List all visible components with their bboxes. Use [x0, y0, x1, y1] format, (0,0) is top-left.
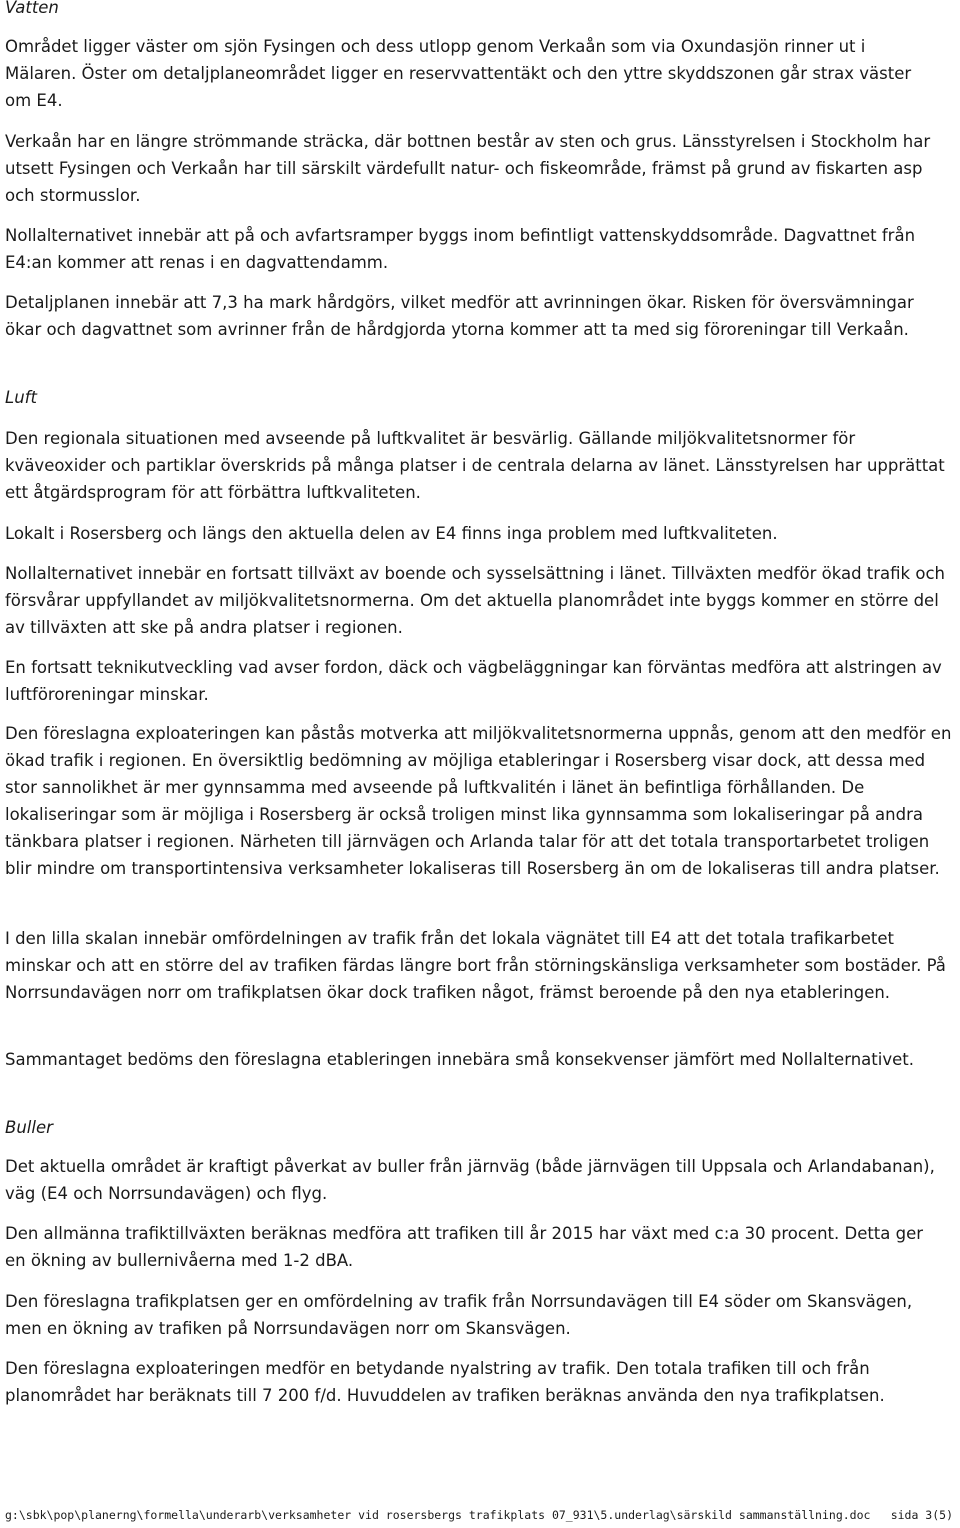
buller-paragraph-3: Den föreslagna trafikplatsen ger en omfördelning av trafik från Norrsundavägen till E4 söder om Skansvägen, men en ökning av trafiken på Norrsundavägen norr om Skansvägen. — [5, 1292, 913, 1338]
section-heading-vatten: Vatten — [5, 0, 59, 17]
luft-paragraph-7: Sammantaget bedöms den föreslagna etableringen innebära små konsekvenser jämfört med Nollalternativet. — [5, 1050, 914, 1069]
buller-paragraph-2: Den allmänna trafiktillväxten beräknas medföra att trafiken till år 2015 har växt med c:a 30 procent. Detta ger en ökning av bullernivåerna med 1-2 dBA. — [5, 1224, 924, 1270]
vatten-paragraph-1: Området ligger väster om sjön Fysingen och dess utlopp genom Verkaån som via Oxundasjön rinner ut i Mälaren. Öster om detaljplaneområdet ligger en reservvattentäkt och den yttre skyddszonen går strax väster om E4. — [5, 37, 912, 110]
luft-paragraph-1: Den regionala situationen med avseende på luftkvalitet är besvärlig. Gällande miljökvalitetsnormer för kväveoxider och partiklar överskrids på många platser i de centrala delarna av länet. Länsstyrelsen har upprättat ett åtgärdsprogram för att förbättra luftkvaliteten. — [5, 429, 945, 502]
luft-paragraph-5: Den föreslagna exploateringen kan påstås motverka att miljökvalitetsnormerna uppnås, genom att den medför en ökad trafik i regionen. En översiktlig bedömning av möjliga etableringar i Rosersberg visar dock, att dessa med stor sannolikhet är mer gynnsamma med avseende på luftkvalitén i länet än befintliga förhållanden. De lokaliseringar som är möjliga i Rosersberg är också troligen minst lika gynnsamma som lokaliseringar på andra tänkbara platser i regionen. Närheten till järnvägen och Arlanda talar för att det totala transportarbetet troligen blir mindre om transportintensiva verksamheter lokaliseras till Rosersberg än om de lokaliseras till andra platser. — [5, 724, 952, 878]
vatten-paragraph-3: Nollalternativet innebär att på och avfartsramper byggs inom befintligt vattenskyddsområde. Dagvattnet från E4:an kommer att renas i en dagvattendamm. — [5, 226, 916, 272]
footer-file-path: g:\sbk\pop\planerng\formella\underarb\verksamheter vid rosersbergs trafikplats 07_931\5.underlag\särskild sammanställning.doc — [5, 1508, 871, 1522]
section-heading-luft: Luft — [5, 388, 37, 407]
luft-paragraph-6: I den lilla skalan innebär omfördelningen av trafik från det lokala vägnätet till E4 att det totala trafikarbetet minskar och att en större del av trafiken färdas längre bort från störningskänsliga verksamheter som bostäder. På Norrsundavägen norr om trafikplatsen ökar dock trafiken något, främst beroende på den nya etableringen. — [5, 929, 946, 1002]
vatten-paragraph-4: Detaljplanen innebär att 7,3 ha mark hårdgörs, vilket medför att avrinningen ökar. Risken för översvämningar ökar och dagvattnet som avrinner från de hårdgjorda ytorna kommer att ta med sig föroreningar till Verkaån. — [5, 293, 914, 339]
vatten-paragraph-2: Verkaån har en längre strömmande sträcka, där bottnen består av sten och grus. Länsstyrelsen i Stockholm har utsett Fysingen och Verkaån har till särskilt värdefullt natur- och fiskeområde, främst på grund av fiskarten asp och stormusslor. — [5, 132, 931, 205]
section-heading-buller: Buller — [5, 1118, 53, 1137]
buller-paragraph-1: Det aktuella området är kraftigt påverkat av buller från järnväg (både järnvägen till Uppsala och Arlandabanan), väg (E4 och Norrsundavägen) och flyg. — [5, 1157, 935, 1203]
luft-paragraph-3: Nollalternativet innebär en fortsatt tillväxt av boende och sysselsättning i länet. Tillväxten medför ökad trafik och försvårar uppfyllandet av miljökvalitetsnormerna. Om det aktuella planområdet inte byggs kommer en större del av tillväxten att ske på andra platser i regionen. — [5, 564, 945, 637]
luft-paragraph-4: En fortsatt teknikutveckling vad avser fordon, däck och vägbeläggningar kan förväntas medföra att alstringen av luftföroreningar minskar. — [5, 658, 942, 704]
luft-paragraph-2: Lokalt i Rosersberg och längs den aktuella delen av E4 finns inga problem med luftkvaliteten. — [5, 524, 778, 543]
footer-page-number: sida 3(5) — [890, 1508, 953, 1522]
buller-paragraph-4: Den föreslagna exploateringen medför en betydande nyalstring av trafik. Den totala trafiken till och från planområdet har beräknats till 7 200 f/d. Huvuddelen av trafiken beräknas använda den nya trafikplatsen. — [5, 1359, 885, 1405]
